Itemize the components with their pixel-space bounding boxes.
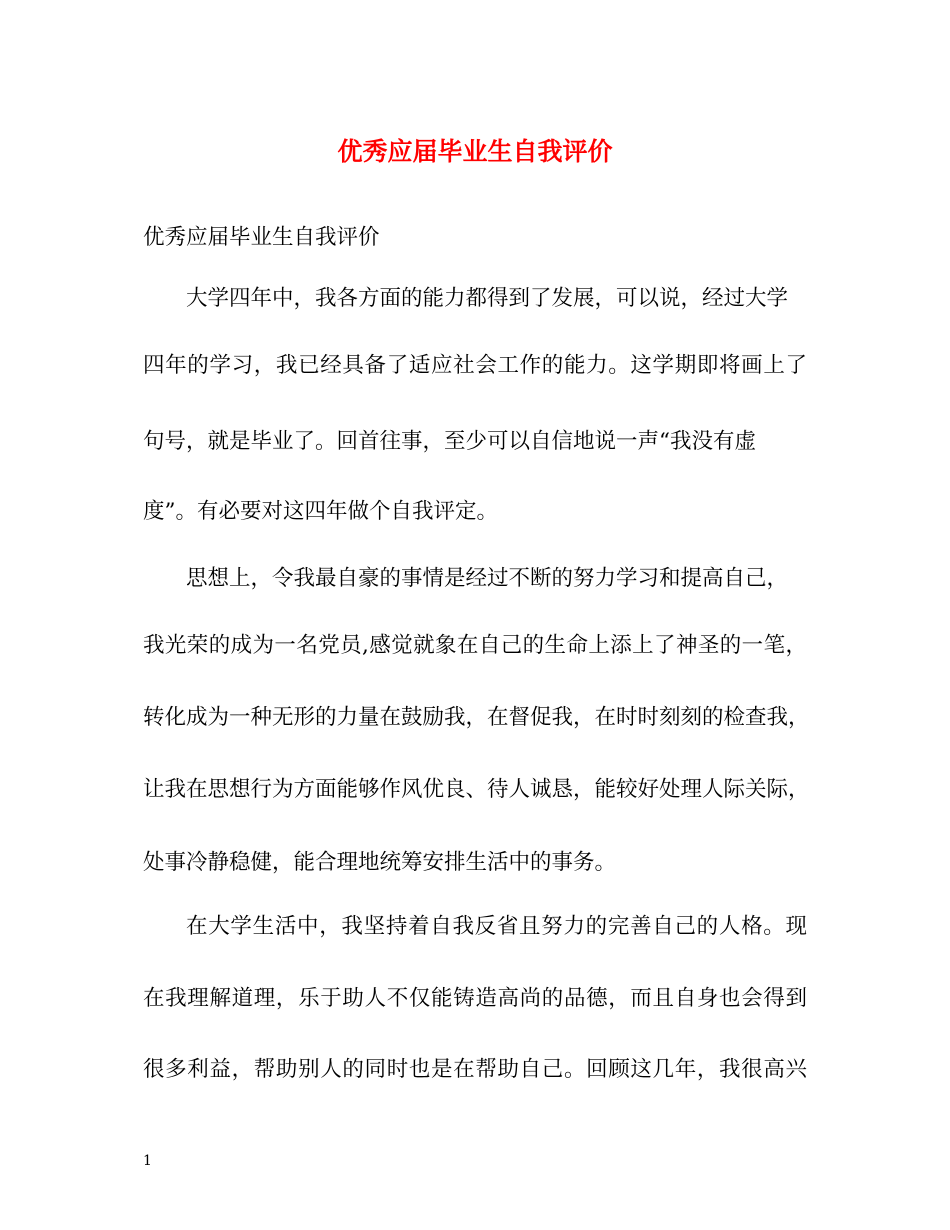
document-title: 优秀应届毕业生自我评价: [337, 137, 613, 166]
paragraph-line: 让我在思想行为方面能够作风优良、待人诚恳，能较好处理人际关际，: [143, 777, 810, 802]
paragraph-line: 四年的学习，我已经具备了适应社会工作的能力。这学期即将画上了: [143, 353, 807, 378]
paragraph-line: 转化成为一种无形的力量在鼓励我，在督促我，在时时刻刻的检查我，: [143, 705, 810, 730]
paragraph-line: 很多利益，帮助别人的同时也是在帮助自己。回顾这几年，我很高兴: [143, 1057, 807, 1082]
paragraph-line: 处事冷静稳健，能合理地统筹安排生活中的事务。: [143, 850, 617, 875]
paragraph-line: 我光荣的成为一名党员,感觉就象在自己的生命上添上了神圣的一笔，: [143, 633, 807, 658]
paragraph-line: 思想上，令我最自豪的事情是经过不断的努力学习和提高自己，: [186, 566, 789, 591]
page-number: 1: [143, 1153, 152, 1169]
paragraph-line: 在我理解道理，乐于助人不仅能铸造高尚的品德，而且自身也会得到: [143, 986, 807, 1011]
paragraph-line: 句号，就是毕业了。回首往事，至少可以自信地说一声“我没有虚: [143, 429, 756, 454]
paragraph-line: 度”。有必要对这四年做个自我评定。: [143, 499, 498, 524]
paragraph-line: 大学四年中，我各方面的能力都得到了发展，可以说，经过大学: [186, 286, 789, 311]
paragraph-line: 在大学生活中，我坚持着自我反省且努力的完善自己的人格。现: [186, 914, 807, 939]
document-subtitle: 优秀应届毕业生自我评价: [143, 225, 380, 250]
